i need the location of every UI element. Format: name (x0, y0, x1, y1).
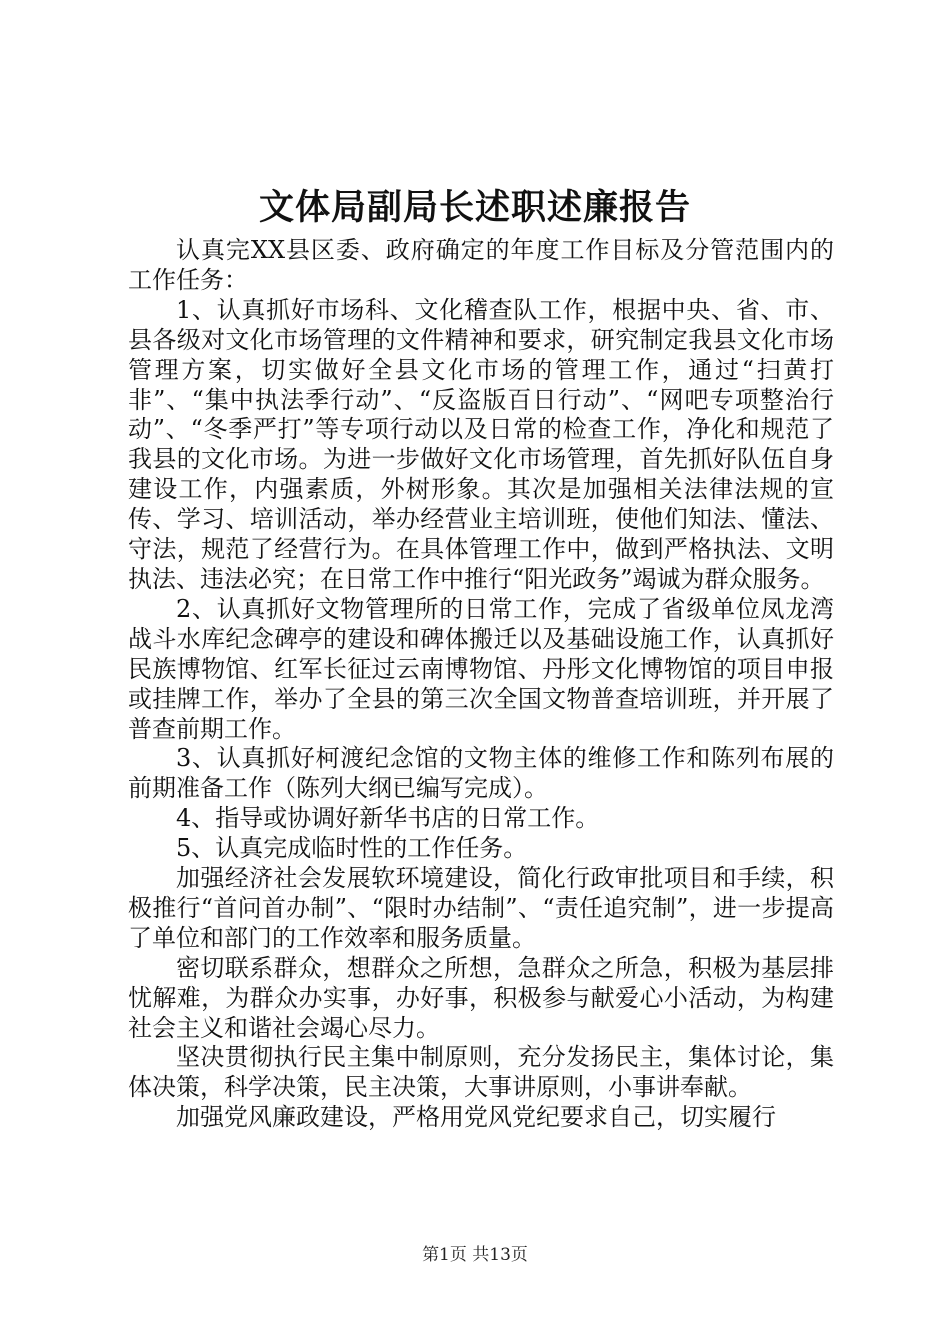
document-body (128, 236, 834, 1133)
paragraph: 认真完XX县区委、政府确定的年度工作目标及分管范围内的工作任务： (128, 236, 834, 294)
paragraph: 2、认真抓好文物管理所的日常工作，完成了省级单位凤龙湾战斗水库纪念碑亭的建设和碑体搬迁以及基础设施工作，认真抓好民族博物馆、红军长征过云南博物馆、丹彤文化博物馆的项目申报或挂牌工作，举办了全县的第三次全国文物普查培训班，并开展了普查前期工作。 (128, 594, 834, 743)
paragraph: 加强党风廉政建设，严格用党风党纪要求自己，切实履行 (176, 1103, 776, 1132)
document-title: 文体局副局长述职述廉报告 (258, 187, 691, 228)
paragraph: 5、认真完成临时性的工作任务。 (176, 834, 528, 863)
paragraph: 密切联系群众，想群众之所想，急群众之所急，积极为基层排忧解难，为群众办实事，办好事，积极参与献爱心小活动，为构建社会主义和谐社会竭心尽力。 (128, 953, 834, 1042)
page-footer: 第1页 共13页 (422, 1245, 528, 1265)
paragraph: 坚决贯彻执行民主集中制原则，充分发扬民主，集体讨论，集体决策，科学决策，民主决策，大事讲原则，小事讲奉献。 (128, 1043, 834, 1102)
paragraph: 加强经济社会发展软环境建设，简化行政审批项目和手续，积极推行“首问首办制”、“限时办结制”、“责任追究制”，进一步提高了单位和部门的工作效率和服务质量。 (128, 864, 834, 952)
paragraph: 4、指导或协调好新华书店的日常工作。 (176, 804, 600, 833)
paragraph: 3、认真抓好柯渡纪念馆的文物主体的维修工作和陈列布展的前期准备工作（陈列大纲已编写完成）。 (128, 744, 834, 803)
paragraph: 1、认真抓好市场科、文化稽查队工作，根据中央、省、市、县各级对文化市场管理的文件精神和要求，研究制定我县文化市场管理方案，切实做好全县文化市场的管理工作，通过“扫黄打非”、“集中执法季行动”、“反盗版百日行动”、“网吧专项整治行动”、“冬季严打”等专项行动以及日常的检查工作，净化和规范了我县的文化市场。为进一步做好文化市场管理，首先抓好队伍自身建设工作，内强素质，外树形象。其次是加强相关法律法规的宣传、学习、培训活动，举办经营业主培训班，使他们知法、懂法、守法，规范了经营行为。在具体管理工作中，做到严格执法、文明执法、违法必究；在日常工作中推行“阳光政务”竭诚为群众服务。 (128, 295, 834, 593)
